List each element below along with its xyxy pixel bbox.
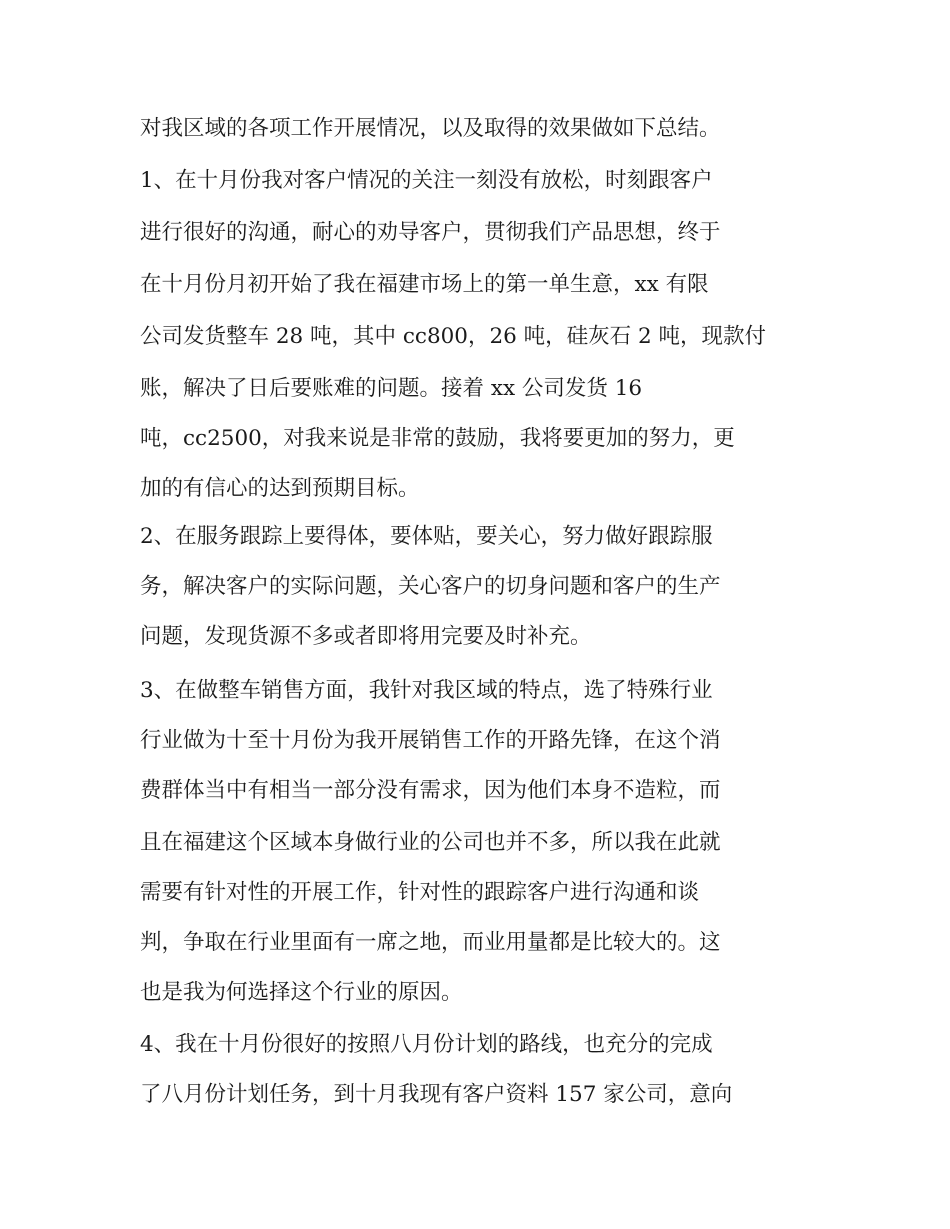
text-line: 公司发货整车 28 吨，其中 cc800，26 吨，硅灰石 2 吨，现款付 [140,324,767,349]
text-line: 3、在做整车销售方面，我针对我区域的特点，选了特殊行业 [140,678,713,703]
text-line: 了八月份计划任务，到十月我现有客户资料 157 家公司，意向 [140,1082,733,1107]
text-line: 需要有针对性的开展工作，针对性的跟踪客户进行沟通和谈 [140,880,700,905]
text-line: 判，争取在行业里面有一席之地，而业用量都是比较大的。这 [140,930,721,955]
text-line: 4、我在十月份很好的按照八月份计划的路线，也充分的完成 [140,1032,713,1057]
text-line: 吨，cc2500，对我来说是非常的鼓励，我将要更加的努力，更 [140,426,735,451]
text-line: 行业做为十至十月份为我开展销售工作的开路先锋，在这个消 [140,728,721,753]
text-line: 进行很好的沟通，耐心的劝导客户，贯彻我们产品思想，终于 [140,220,721,245]
text-line: 账，解决了日后要账难的问题。接着 xx 公司发货 16 [140,376,643,401]
text-line: 加的有信心的达到预期目标。 [140,476,420,501]
text-line: 问题，发现货源不多或者即将用完要及时补充。 [140,624,592,649]
text-line: 1、在十月份我对客户情况的关注一刻没有放松，时刻跟客户 [140,168,713,193]
text-line: 务，解决客户的实际问题，关心客户的切身问题和客户的生产 [140,574,721,599]
text-line: 2、在服务跟踪上要得体，要体贴，要关心，努力做好跟踪服 [140,524,713,549]
text-line: 费群体当中有相当一部分没有需求，因为他们本身不造粒，而 [140,778,721,803]
text-line: 在十月份月初开始了我在福建市场上的第一单生意，xx 有限 [140,272,709,297]
text-line: 且在福建这个区域本身做行业的公司也并不多，所以我在此就 [140,830,721,855]
text-line: 对我区域的各项工作开展情况，以及取得的效果做如下总结。 [140,116,721,141]
text-line: 也是我为何选择这个行业的原因。 [140,980,463,1005]
